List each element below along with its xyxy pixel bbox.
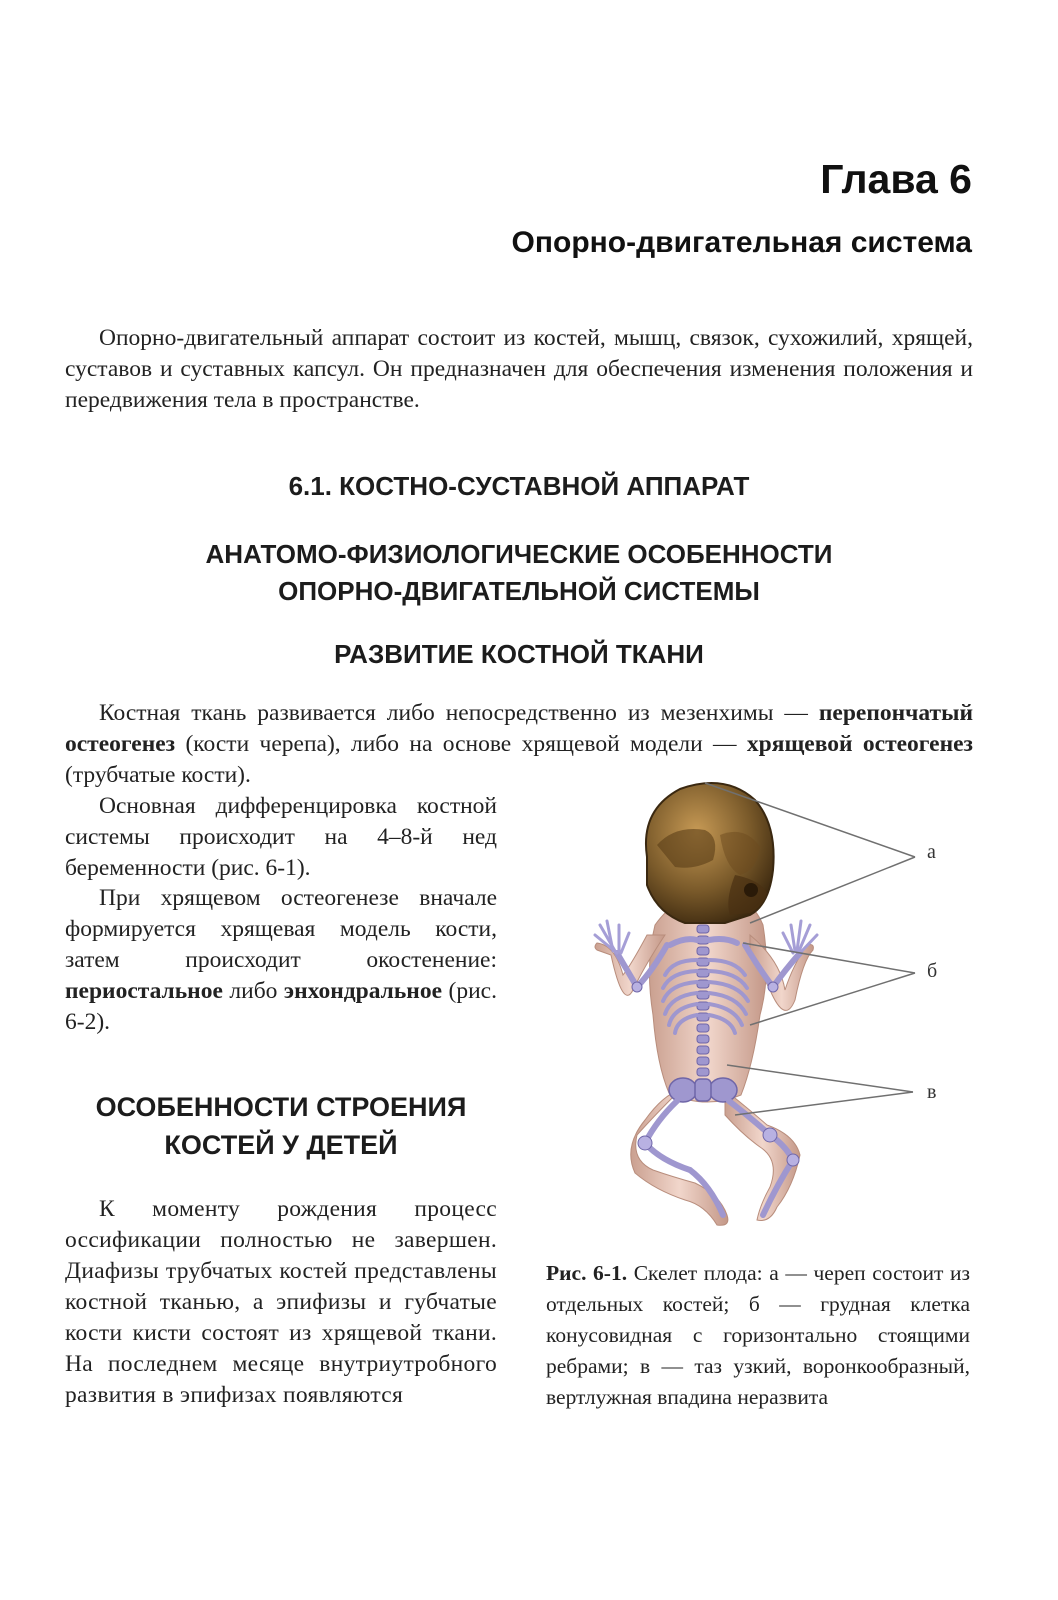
anatomy-heading-line2: ОПОРНО-ДВИГАТЕЛЬНОЙ СИСТЕМЫ (278, 576, 760, 606)
bone-dev-text-2: (кости черепа), либо на основе хрящевой модели — (175, 731, 747, 757)
skull (646, 783, 774, 923)
bone-dev-text-1: Костная ткань развивается либо непосредственно из мезенхимы — (99, 700, 819, 726)
hyaline-text-2: либо (222, 978, 284, 1004)
hyaline-term-enchondral: энхондральное (283, 978, 443, 1004)
chapter-subtitle: Опорно-двигательная система (511, 226, 972, 259)
hyaline-term-periosteal: периостальное (65, 978, 223, 1004)
fetal-skeleton-illustration (545, 775, 975, 1240)
bone-dev-term-membranous: перепончатый остеогенез (65, 700, 973, 757)
chapter-title: Глава 6 (820, 156, 972, 202)
birth-ossification-paragraph: К моменту рождения процесс оссификации полностью не завершен. Диафизы трубчатых костей представлены костной тканью, а эпифизы и губчатые кости кисти состоят из хрящевой ткани. На последнем месяце внутриутробного развития в эпифизах появляются (65, 1196, 497, 1408)
figure-label-b: б (927, 960, 938, 982)
bone-development-heading: РАЗВИТИЕ КОСТНОЙ ТКАНИ (334, 639, 704, 669)
features-heading-line1: ОСОБЕННОСТИ СТРОЕНИЯ (95, 1092, 467, 1122)
features-heading-line2: КОСТЕЙ У ДЕТЕЙ (164, 1130, 398, 1160)
fetal-skeleton-figure (545, 775, 975, 1240)
figure-caption (546, 1258, 970, 1413)
figure-label-v: в (927, 1081, 937, 1103)
hyaline-osteogenesis-paragraph (65, 883, 497, 1038)
intro-paragraph: Опорно-двигательный аппарат состоит из костей, мышц, связок, сухожилий, хрящей, суставов и суставных капсул. Он предназначен для обеспечения изменения положения и передвижения тела в пространстве. (65, 325, 973, 413)
anatomy-heading (65, 536, 973, 610)
section-heading: 6.1. КОСТНО-СУСТАВНОЙ АППАРАТ (288, 471, 750, 501)
pelvis (669, 1078, 737, 1102)
features-heading (65, 1088, 497, 1164)
hyaline-text-1: При хрящевом остеогенезе вначале формируется хрящевая модель кости, затем происходит окостенение: (65, 885, 497, 973)
main-differentiation-paragraph: Основная дифференцировка костной системы происходит на 4–8-й нед беременности (рис. 6-1). (65, 793, 497, 881)
hyaline-text-3: (рис. 6-2). (65, 978, 497, 1035)
bone-dev-text-3: (трубчатые кости). (65, 762, 251, 788)
figure-caption-ref: Рис. 6-1. (546, 1261, 628, 1285)
figure-caption-text: Скелет плода: а — череп состоит из отдельных костей; б — грудная клетка конусовидная с горизонтально стоящими ребрами; в — таз узкий, воронкообразный, вертлужная впадина неразвита (546, 1261, 970, 1409)
anatomy-heading-line1: АНАТОМО-ФИЗИОЛОГИЧЕСКИЕ ОСОБЕННОСТИ (205, 539, 833, 569)
figure-label-a: а (927, 841, 936, 863)
bone-dev-term-cartilaginous: хрящевой остеогенез (746, 731, 974, 757)
